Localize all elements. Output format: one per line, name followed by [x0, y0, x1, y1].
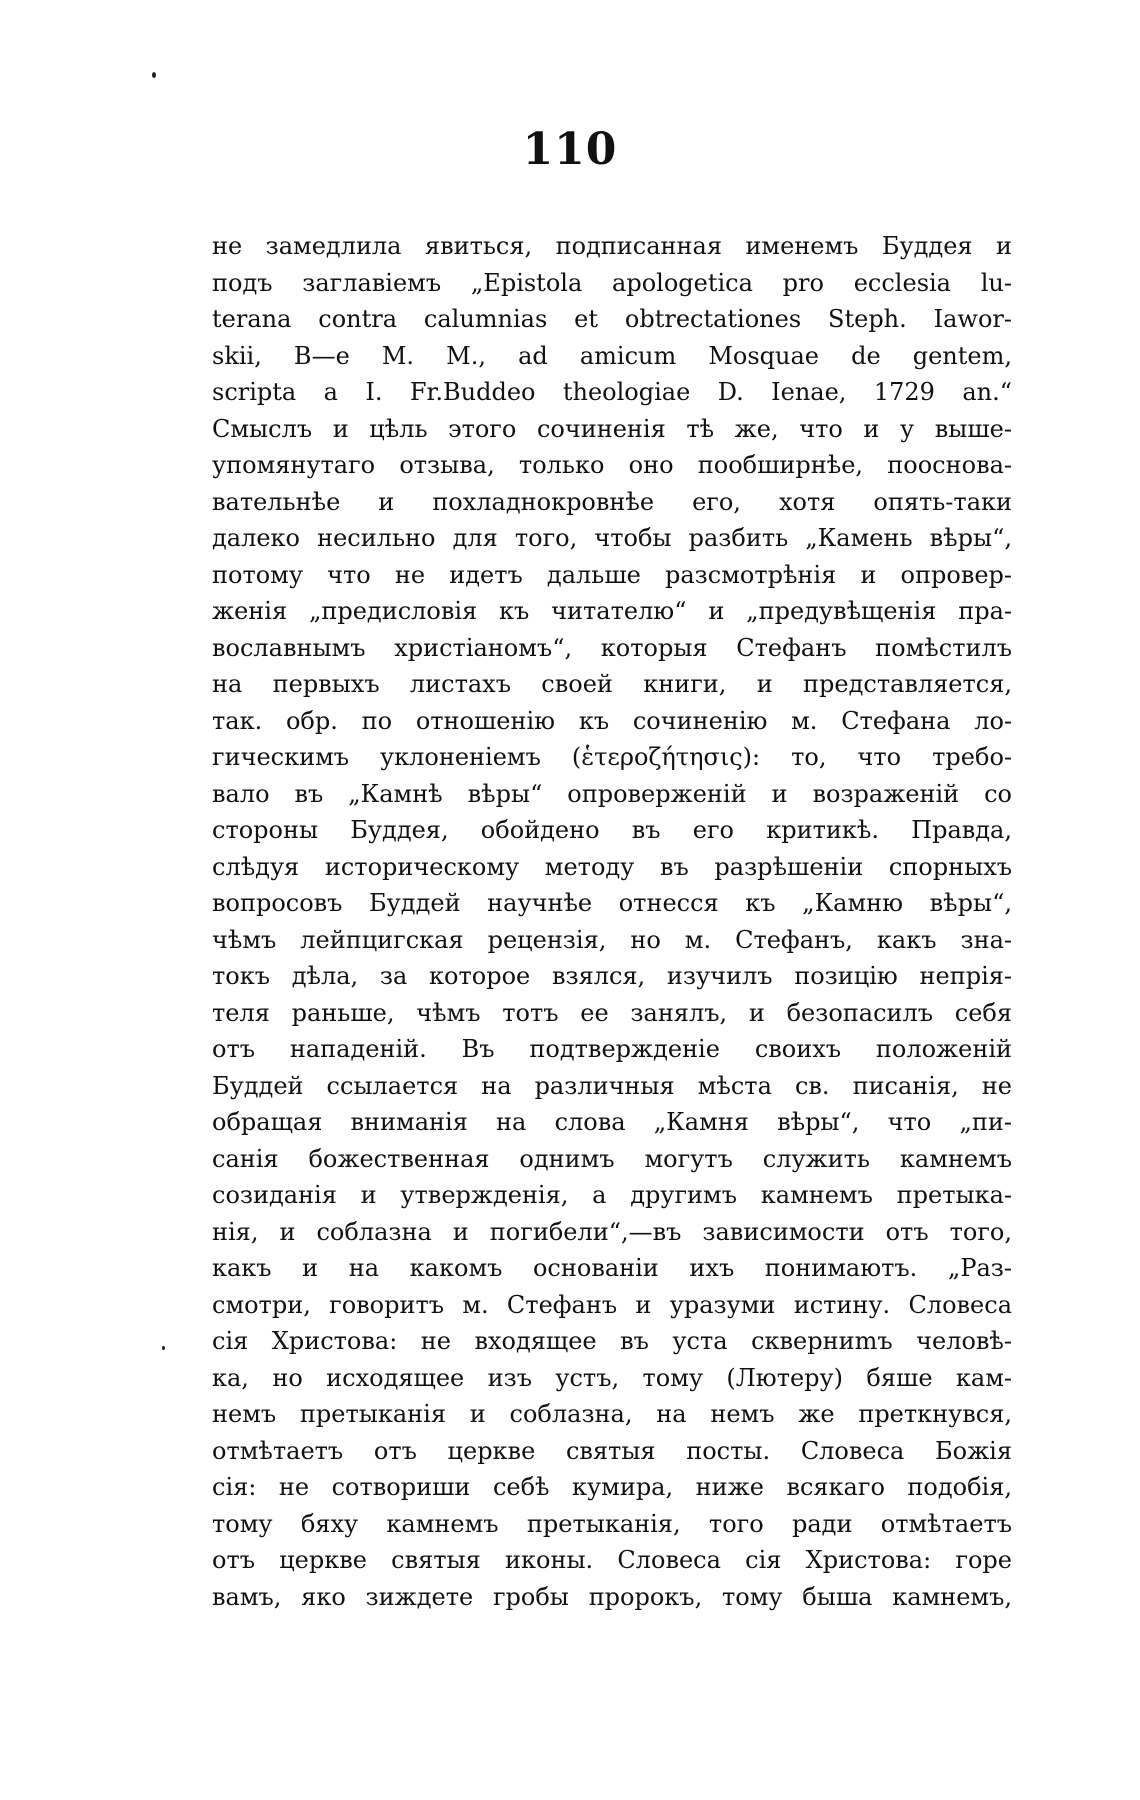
- text-line: далеко несильно для того, чтобы разбить „Камень вѣры“,: [212, 524, 1012, 552]
- text-line: теля раньше, чѣмъ тотъ ее занялъ, и безопасилъ себя: [212, 998, 1012, 1027]
- text-line: санія божественная однимъ могутъ служить камнемъ: [212, 1144, 1012, 1173]
- text-line: нія, и соблазна и погибели“,—въ зависимости отъ того,: [212, 1217, 1012, 1246]
- text-line: упомянутаго отзыва, только оно пообширнѣе, пооснова-: [212, 451, 1012, 479]
- text-line: отъ нападеній. Въ подтвержденіе своихъ положеній: [212, 1035, 1012, 1063]
- text-line: вало въ „Камнѣ вѣры“ опроверженій и возраженій со: [212, 779, 1012, 808]
- scan-speck: [152, 72, 156, 78]
- text-line: terana contra calumnias et obtrectationes Steph. Iawor-: [212, 305, 1012, 333]
- text-line: смотри, говоритъ м. Стефанъ и уразуми истину. Словеса: [212, 1290, 1012, 1319]
- text-line: Смыслъ и цѣль этого сочиненія тѣ же, что и у выше-: [212, 414, 1012, 443]
- scan-speck: [162, 1346, 165, 1350]
- text-line: чѣмъ лейпцигская рецензія, но м. Стефанъ, какъ зна-: [212, 925, 1012, 954]
- text-line: немъ претыканія и соблазна, на немъ же преткнувся,: [212, 1400, 1012, 1428]
- text-line: подъ заглавіемъ „Epistola apologetica pro ecclesia lu-: [212, 268, 1012, 297]
- text-line: токъ дѣла, за которое взялся, изучилъ позицію непрія-: [212, 962, 1012, 990]
- text-line: тому бяху камнемъ претыканія, того ради отмѣтаетъ: [212, 1509, 1012, 1538]
- text-line: так. обр. по отношенію къ сочиненію м. Стефана ло-: [212, 706, 1012, 735]
- text-line: вославнымъ христіаномъ“, которыя Стефанъ помѣстилъ: [212, 633, 1012, 662]
- text-line: отмѣтаетъ отъ церкве святыя посты. Словеса Божія: [212, 1436, 1012, 1465]
- text-line: ка, но исходящее изъ устъ, тому (Лютеру) бяше кам-: [212, 1363, 1012, 1392]
- text-line: потому что не идетъ дальше разсмотрѣнія и опровер-: [212, 560, 1012, 589]
- text-line: сія Христова: не входящее въ уста скверниmъ человѣ-: [212, 1327, 1012, 1355]
- text-line: scripta a I. Fr.Buddeo theologiae D. Ienae, 1729 an.“: [212, 378, 1012, 406]
- text-line: на первыхъ листахъ своей книги, и представляется,: [212, 670, 1012, 698]
- text-line: вательнѣе и похладнокровнѣе его, хотя опять-таки: [212, 487, 1012, 516]
- page-number: 110: [522, 124, 618, 175]
- text-line: Буддей ссылается на различныя мѣста св. писанія, не: [212, 1071, 1012, 1100]
- text-line: слѣдуя историческому методу въ разрѣшеніи спорныхъ: [212, 852, 1012, 881]
- text-line: гическимъ уклоненіемъ (ἑτεροζήτησις): то, что требо-: [212, 743, 1012, 771]
- body-text: [212, 228, 1012, 1615]
- text-line: обращая вниманія на слова „Камня вѣры“, что „пи-: [212, 1108, 1012, 1136]
- text-line: не замедлила явиться, подписанная именемъ Буддея и: [212, 232, 1012, 260]
- text-line: сія: не сотвориши себѣ кумира, ниже всякаго подобія,: [212, 1473, 1012, 1501]
- text-line: отъ церкве святыя иконы. Словеса сія Христова: горе: [212, 1546, 1012, 1574]
- text-line: какъ и на какомъ основаніи ихъ понимаютъ. „Раз-: [212, 1254, 1012, 1282]
- text-line: вамъ, яко зиждете гробы пророкъ, тому быша камнемъ,: [212, 1582, 1012, 1611]
- text-line: skii, B—e M. M., ad amicum Mosquae de gentem,: [212, 341, 1012, 370]
- text-line: вопросовъ Буддей научнѣе отнесся къ „Камню вѣры“,: [212, 889, 1012, 917]
- text-line: созиданія и утвержденія, а другимъ камнемъ претыка-: [212, 1181, 1012, 1209]
- text-line: женія „предисловія къ читателю“ и „предувѣщенія пра-: [212, 597, 1012, 625]
- text-line: стороны Буддея, обойдено въ его критикѣ. Правда,: [212, 816, 1012, 844]
